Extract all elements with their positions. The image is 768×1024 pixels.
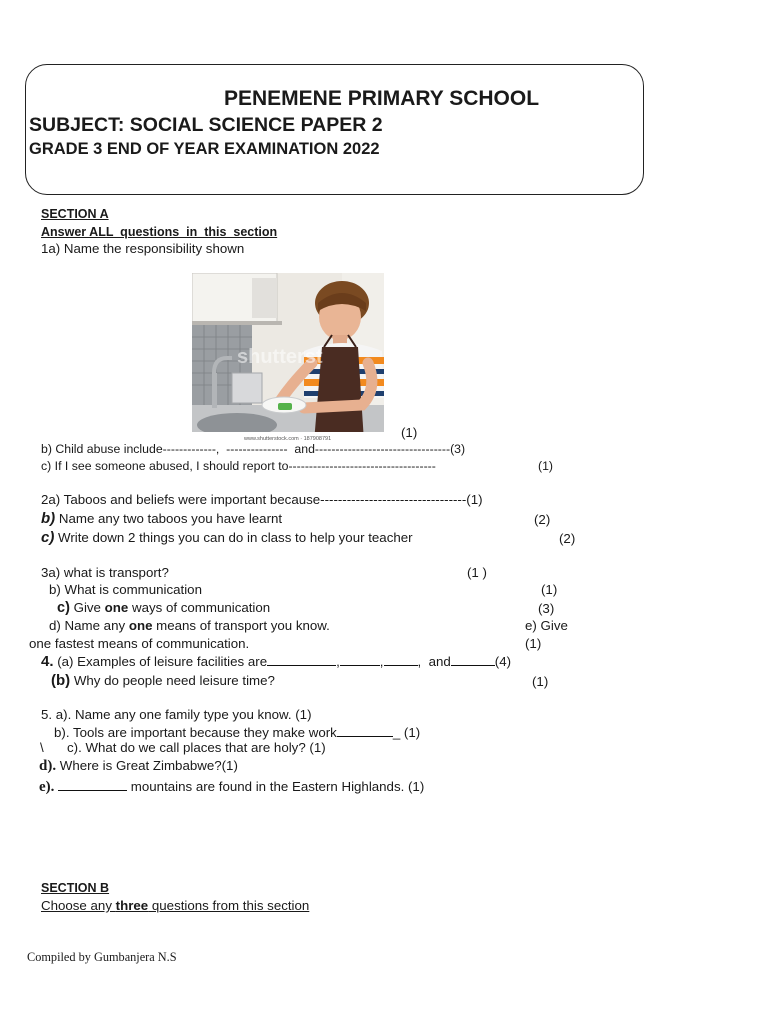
- section-b-instruction-pre: Choose any: [41, 898, 116, 913]
- question-3c-marks: (3): [538, 601, 555, 616]
- question-2a: 2a) Taboos and beliefs were important because---------------------------------(1): [41, 492, 483, 507]
- question-4b-letter: (b): [51, 672, 71, 689]
- question-3c-pre: Give: [69, 600, 105, 615]
- question-3b-text: b) What is communication: [49, 582, 202, 597]
- question-3e-start: e) Give: [525, 618, 568, 633]
- question-3e-cont: one fastest means of communication.: [29, 636, 250, 651]
- question-3b-marks: (1): [541, 582, 558, 597]
- question-3a-marks: (1 ): [467, 565, 487, 580]
- boy-washing-dishes-illustration: [192, 273, 384, 442]
- question-3d: [49, 618, 330, 633]
- question-1a-marks: (1): [401, 425, 418, 440]
- grade-title: GRADE 3 END OF YEAR EXAMINATION 2022: [29, 140, 380, 158]
- question-2c: [41, 529, 413, 546]
- question-5c-slash: \: [40, 740, 44, 755]
- question-1a-photo: [192, 273, 384, 442]
- question-2c-marks: (2): [559, 531, 576, 546]
- question-4a-blank-2: [340, 653, 380, 666]
- section-b-instruction-bold: three: [115, 898, 149, 913]
- question-3a-text: 3a) what is transport?: [41, 565, 169, 580]
- question-4a-blank-4: [451, 653, 495, 666]
- subject-title: SUBJECT: SOCIAL SCIENCE PAPER 2: [29, 114, 383, 136]
- question-4-number: 4.: [41, 653, 54, 670]
- question-1c-text: c) If I see someone abused, I should report to------------------------------------: [41, 459, 436, 473]
- question-4a-text: (a) Examples of leisure facilities are: [53, 654, 268, 669]
- question-4a: [41, 653, 511, 670]
- question-2b: [41, 510, 282, 527]
- question-1b: b) Child abuse include-------------, --------------- and---------------------------------(3): [41, 442, 466, 456]
- question-5a: 5. a). Name any one family type you know. (1): [41, 707, 312, 722]
- question-4a-and: and: [421, 654, 451, 669]
- question-1a: 1a) Name the responsibility shown: [41, 241, 245, 256]
- question-5e: [39, 778, 424, 796]
- question-3c: [57, 600, 270, 616]
- question-4a-comma-2: ,: [379, 654, 384, 669]
- question-5d: [39, 758, 238, 775]
- question-3c-bold: one: [104, 600, 129, 615]
- school-name: PENEMENE PRIMARY SCHOOL: [224, 87, 540, 110]
- question-5c: c). What do we call places that are holy? (1): [67, 740, 326, 755]
- question-5e-text: mountains are found in the Eastern Highlands. (1): [127, 779, 425, 794]
- question-5b: [54, 724, 420, 740]
- question-3c-letter: c): [57, 600, 70, 616]
- question-5b-blank: [337, 724, 393, 737]
- section-a-title: SECTION A: [41, 207, 109, 221]
- section-b-instruction: [41, 898, 309, 913]
- question-4a-blank-3: [384, 653, 418, 666]
- question-4b: [51, 672, 275, 689]
- question-5b-tail: _ (1): [392, 725, 421, 740]
- question-5d-letter: d).: [39, 758, 57, 774]
- question-3d-post: means of transport you know.: [152, 618, 330, 633]
- photo-watermark: shutterst: [237, 346, 323, 368]
- question-4a-comma-1: ,: [336, 654, 340, 669]
- question-3d-pre: d) Name any: [49, 618, 129, 633]
- photo-caption: www.shutterstock.com · 187908791: [244, 436, 332, 442]
- footer-compiled-by: Compiled by Gumbanjera N.S: [27, 950, 177, 964]
- question-1c-marks: (1): [538, 459, 554, 473]
- question-4b-marks: (1): [532, 674, 549, 689]
- question-2c-text: Write down 2 things you can do in class to help your teacher: [54, 530, 413, 545]
- question-4b-text: Why do people need leisure time?: [70, 673, 275, 688]
- question-5e-blank: [58, 778, 127, 791]
- question-3c-post: ways of communication: [128, 600, 271, 615]
- question-3e-marks: (1): [525, 636, 542, 651]
- question-2c-letter: c): [41, 529, 55, 546]
- question-5e-letter: e).: [39, 779, 55, 795]
- question-3d-bold: one: [128, 618, 153, 633]
- question-5d-text: Where is Great Zimbabwe?(1): [56, 758, 238, 773]
- question-5b-text: b). Tools are important because they make work: [54, 725, 337, 740]
- question-4a-comma-3: ,: [417, 654, 422, 669]
- question-4a-blank-1: [267, 653, 336, 666]
- question-2b-text: Name any two taboos you have learnt: [55, 511, 283, 526]
- section-b-instruction-post: questions from this section: [148, 898, 310, 913]
- question-4a-marks: (4): [494, 654, 512, 669]
- question-2b-marks: (2): [534, 512, 551, 527]
- question-2b-letter: b): [41, 510, 56, 527]
- section-b-title: SECTION B: [41, 881, 110, 895]
- section-a-instruction: Answer ALL questions in this section: [41, 225, 278, 239]
